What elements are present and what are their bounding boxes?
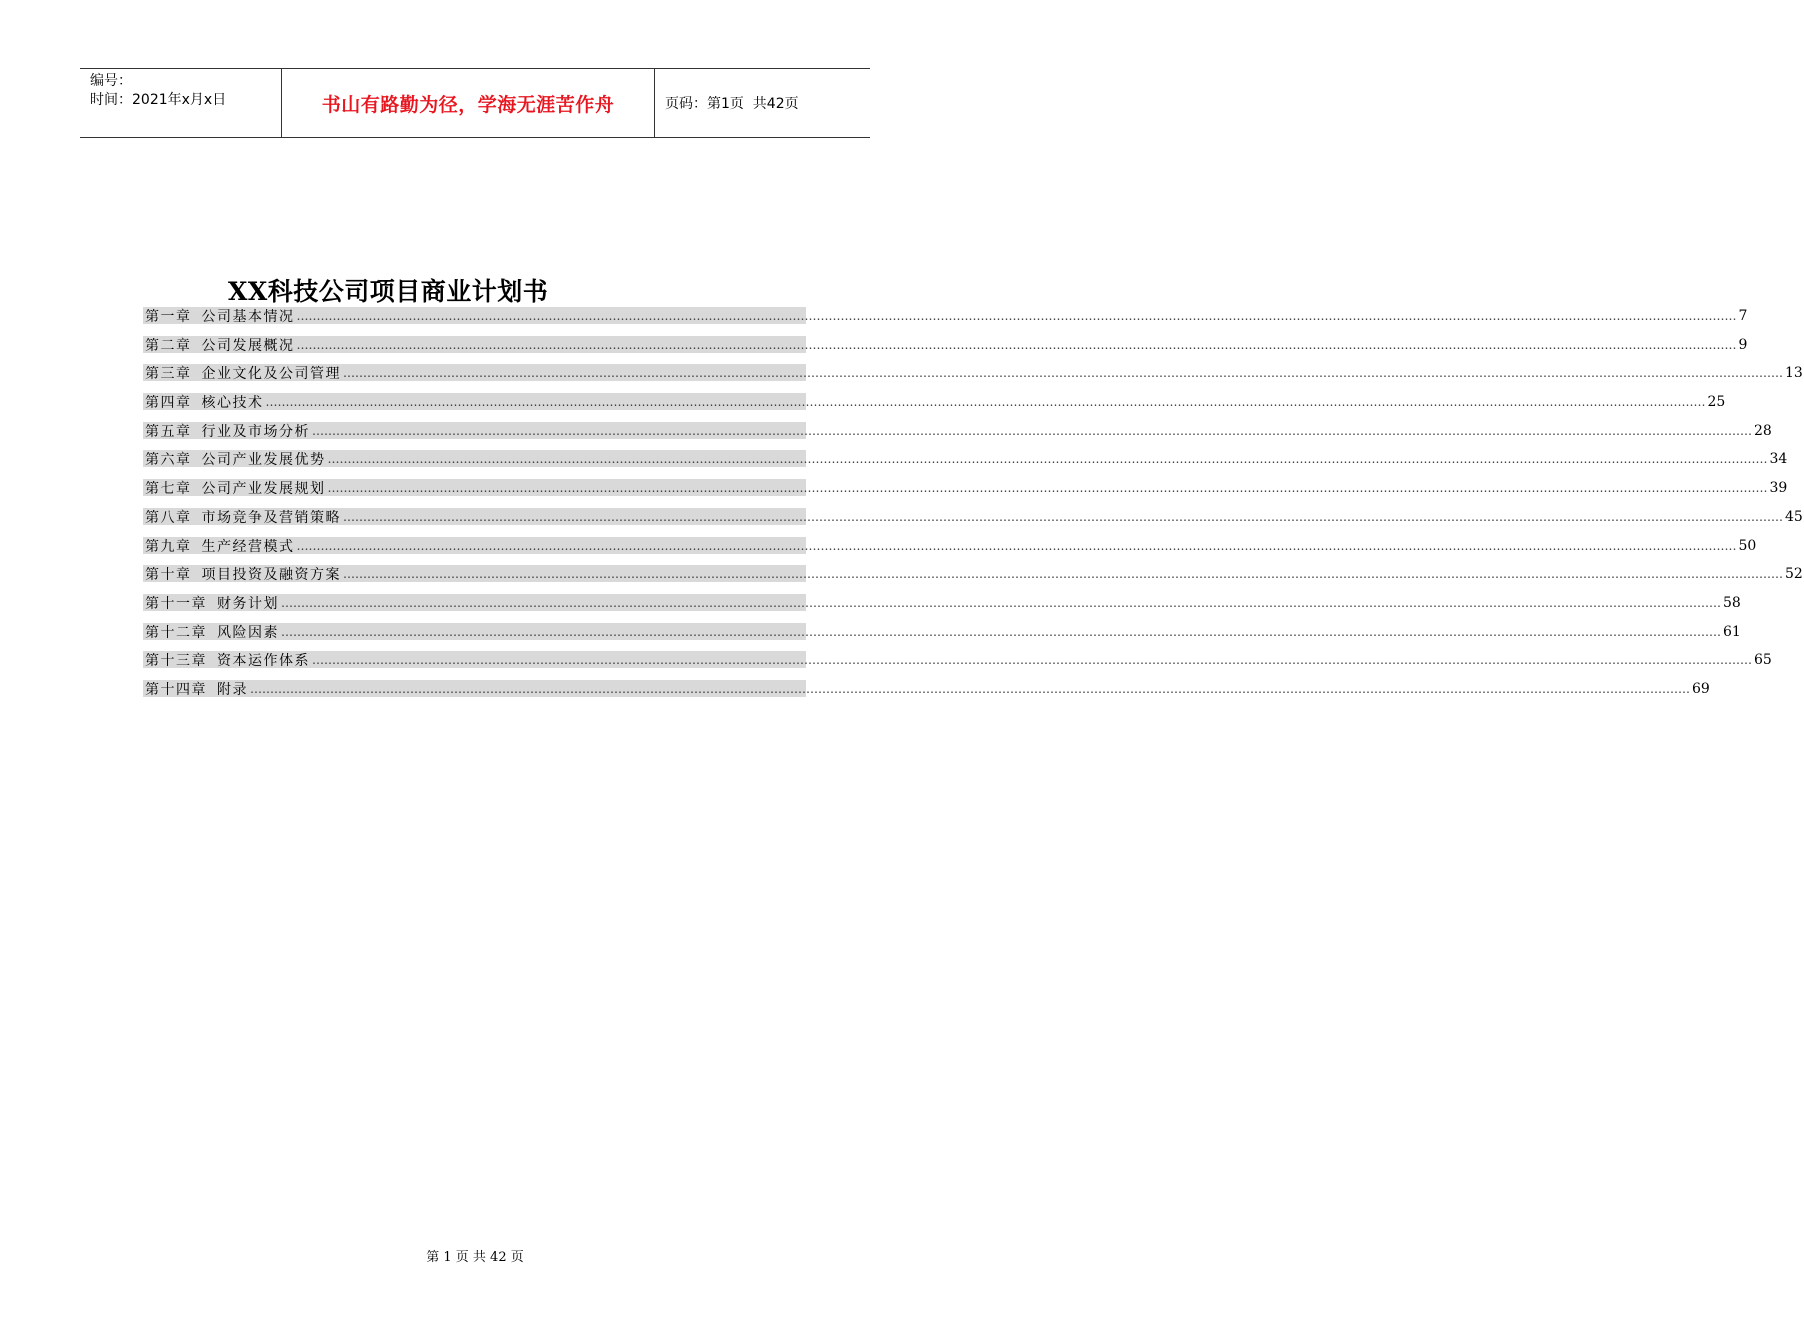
toc-leader-dots: ……………………………………………………………………………………………………………………………………………………………………………………………………………………………………………………………………………………………………………………………… [343,567,1783,582]
toc-title: 市场竞争及营销策略 [201,509,341,526]
toc-entry[interactable] [143,448,1788,477]
toc-line [145,363,1803,383]
toc-entry[interactable] [143,621,1741,650]
header-page-cell [655,69,870,137]
toc-title: 附录 [217,681,248,698]
toc-chapter: 第二章 [145,337,192,354]
toc-page-number: 45 [1785,508,1803,525]
toc-entry[interactable] [143,334,1748,363]
toc-entry[interactable] [143,391,1726,420]
table-of-contents [143,305,1803,707]
toc-line [145,593,1741,613]
toc-chapter: 第一章 [145,309,192,325]
toc-chapter: 第四章 [145,395,192,412]
toc-line [145,392,1726,412]
toc-title: 企业文化及公司管理 [201,366,341,383]
toc-title: 公司产业发展优势 [201,452,326,469]
toc-leader-dots: ……………………………………………………………………………………………………………………………………………………………………………………………………………………………………………………………………………………………………………………………… [265,395,1706,410]
toc-page-number: 13 [1785,365,1803,382]
header-motto-cell [282,69,655,137]
toc-line [145,421,1772,441]
toc-title: 行业及市场分析 [201,423,310,440]
time-label: 时间：2021年x月x日 [90,92,227,108]
toc-chapter: 第八章 [145,509,192,526]
toc-page-number: 61 [1723,623,1741,640]
toc-chapter: 第三章 [145,366,192,383]
toc-leader-dots: ……………………………………………………………………………………………………………………………………………………………………………………………………………………………………………………………………………………………………………………………… [281,624,1721,639]
toc-leader-dots: ……………………………………………………………………………………………………………………………………………………………………………………………………………………………………………………………………………………………………………………………… [312,653,1752,668]
toc-page-number: 58 [1723,594,1741,611]
toc-page-number: 69 [1692,680,1710,697]
toc-line [145,564,1803,584]
toc-page-number: 25 [1707,394,1726,411]
toc-page-number: 65 [1754,652,1772,669]
toc-entry[interactable] [143,563,1803,592]
toc-line [145,536,1757,556]
toc-title: 财务计划 [217,595,279,612]
toc-chapter: 第五章 [145,423,192,440]
serial-label: 编号： [90,73,132,89]
toc-chapter: 第十四章 [145,681,207,698]
toc-leader-dots: ……………………………………………………………………………………………………………………………………………………………………………………………………………………………………………………………………………………………………………………………… [296,309,1737,323]
toc-entry[interactable] [143,477,1788,506]
toc-entry[interactable] [143,678,1710,707]
header-meta-cell [80,69,282,137]
toc-chapter: 第六章 [145,452,192,469]
toc-leader-dots: ……………………………………………………………………………………………………………………………………………………………………………………………………………………………………………………………………………………………………………………………… [250,681,1690,696]
header-motto: 书山有路勤为径，学海无涯苦作舟 [321,93,615,116]
toc-line [145,478,1788,498]
page-footer: 第 1 页 共 42 页 [426,1250,524,1265]
toc-page-number: 50 [1738,537,1757,554]
toc-leader-dots: ……………………………………………………………………………………………………………………………………………………………………………………………………………………………………………………………………………………………………………………………… [312,423,1752,438]
toc-leader-dots: ……………………………………………………………………………………………………………………………………………………………………………………………………………………………………………………………………………………………………………………………… [327,452,1768,467]
toc-line [145,507,1803,527]
toc-leader-dots: ……………………………………………………………………………………………………………………………………………………………………………………………………………………………………………………………………………………………………………………………… [281,595,1721,610]
toc-page-number: 9 [1738,336,1748,353]
page-header [80,68,870,138]
toc-title: 生产经营模式 [201,538,295,555]
toc-page-number: 28 [1754,422,1772,439]
toc-entry[interactable] [143,592,1741,621]
toc-title: 资本运作体系 [217,653,310,670]
toc-entry[interactable] [143,506,1803,535]
toc-chapter: 第九章 [145,538,192,555]
toc-title: 核心技术 [201,395,264,412]
toc-chapter: 第十章 [145,567,192,584]
toc-chapter: 第十二章 [145,624,207,641]
toc-page-number: 52 [1785,566,1803,583]
toc-leader-dots: ……………………………………………………………………………………………………………………………………………………………………………………………………………………………………………………………………………………………………………………………… [296,538,1737,553]
toc-title: 公司基本情况 [201,309,295,325]
toc-leader-dots: ……………………………………………………………………………………………………………………………………………………………………………………………………………………………………………………………………………………………………………………………… [343,509,1783,524]
toc-title: 风险因素 [217,624,279,641]
toc-page-number: 34 [1769,451,1788,468]
toc-entry[interactable] [143,305,1748,334]
toc-entry[interactable] [143,649,1772,678]
toc-entry[interactable] [143,535,1757,564]
toc-chapter: 第七章 [145,481,192,498]
toc-line [145,306,1748,326]
toc-line [145,449,1788,469]
toc-chapter: 第十三章 [145,653,207,670]
toc-page-number: 39 [1769,480,1788,497]
toc-line [145,622,1741,642]
toc-title: 项目投资及融资方案 [201,567,341,584]
toc-entry[interactable] [143,362,1803,391]
document-title: XX科技公司项目商业计划书 [228,277,549,306]
toc-leader-dots: ……………………………………………………………………………………………………………………………………………………………………………………………………………………………………………………………………………………………………………………………… [296,337,1737,352]
toc-line [145,650,1772,670]
toc-entry[interactable] [143,420,1772,449]
toc-line [145,335,1748,355]
toc-leader-dots: ……………………………………………………………………………………………………………………………………………………………………………………………………………………………………………………………………………………………………………………………… [343,366,1783,381]
toc-title: 公司产业发展规划 [201,481,326,498]
toc-line [145,679,1710,699]
toc-chapter: 第十一章 [145,595,207,612]
header-page-info: 页码：第1页 共42页 [665,96,799,112]
toc-leader-dots: ……………………………………………………………………………………………………………………………………………………………………………………………………………………………………………………………………………………………………………………………… [327,481,1768,496]
toc-page-number: 7 [1738,308,1748,324]
toc-title: 公司发展概况 [201,337,295,354]
